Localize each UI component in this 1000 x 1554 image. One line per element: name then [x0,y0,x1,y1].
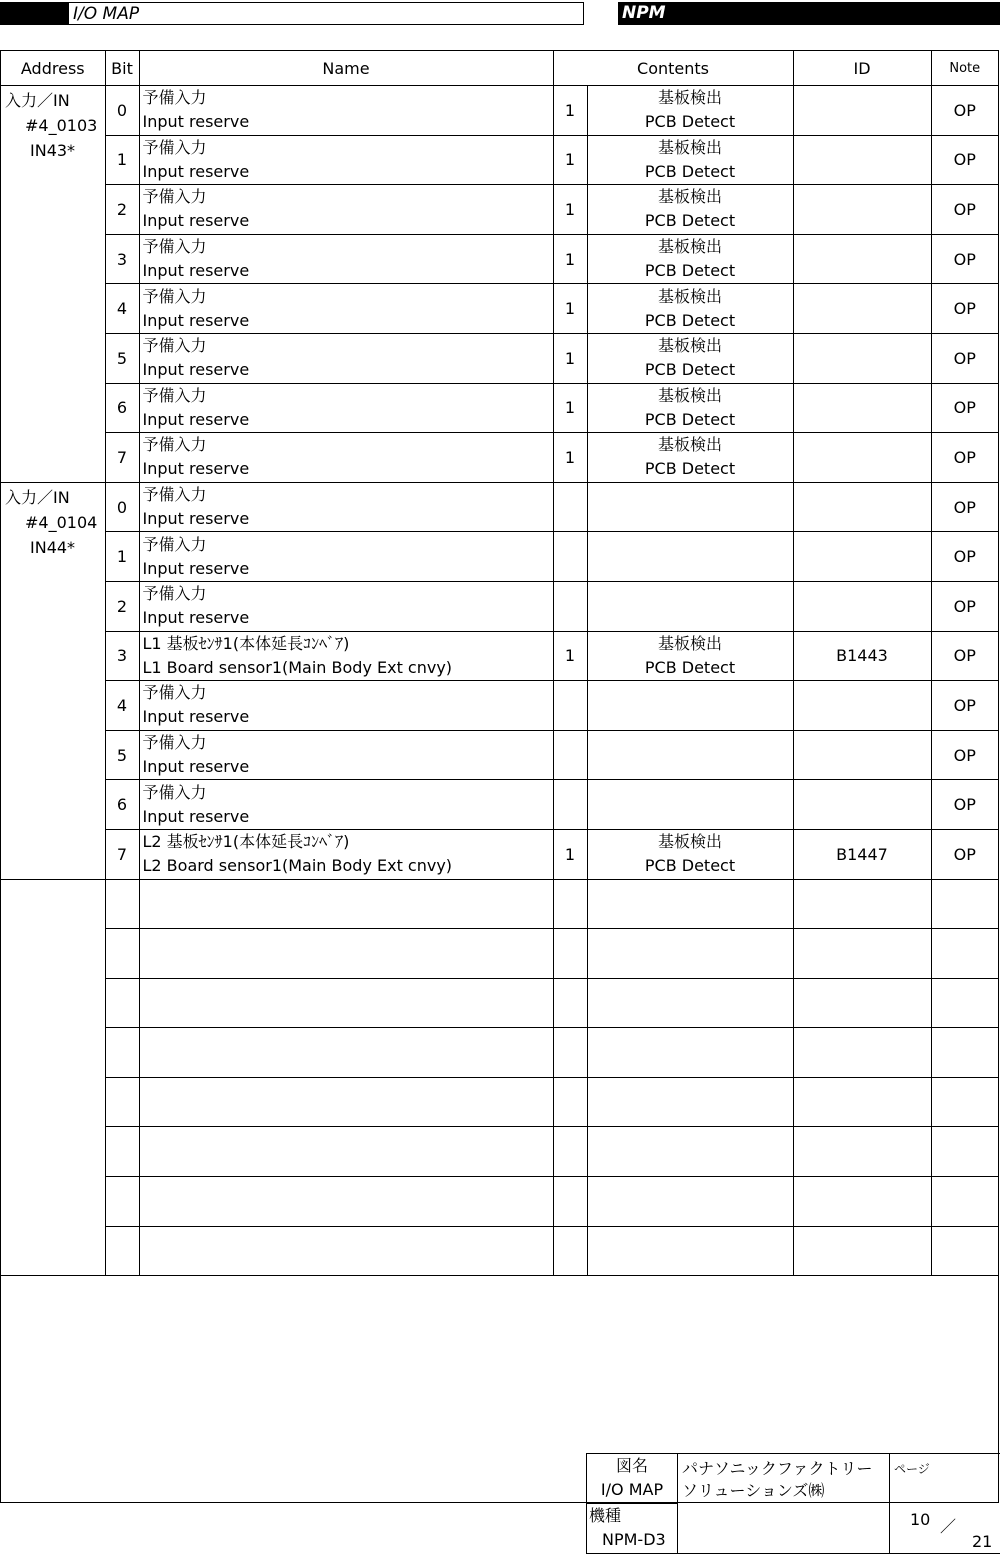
table-row [1,978,998,1028]
note-cell: OP [931,86,998,136]
table-row [1,1177,998,1227]
contents-jp: 基板検出 [588,632,793,656]
note-cell: OP [931,829,998,879]
bit-cell [105,879,139,929]
name-jp: 予備入力 [143,533,553,557]
note-cell: OP [931,433,998,483]
id-cell [793,1028,931,1078]
contents-count-cell [553,929,587,979]
name-cell [139,532,553,582]
address-line: IN43* [5,138,105,163]
table-row [1,86,998,136]
contents-cell [587,780,793,830]
contents-jp: 基板検出 [588,86,793,110]
contents-cell [587,829,793,879]
address-line: IN44* [5,535,105,560]
name-cell [139,978,553,1028]
name-cell [139,433,553,483]
id-cell [793,234,931,284]
bit-cell: 3 [105,234,139,284]
contents-jp: 基板検出 [588,384,793,408]
name-en: Input reserve [143,110,553,134]
company-name-line1: パナソニックファクトリー [682,1458,889,1480]
note-cell: OP [931,581,998,631]
name-cell [139,1226,553,1276]
name-cell [139,1177,553,1227]
contents-en: PCB Detect [588,408,793,432]
id-cell [793,879,931,929]
contents-jp: 基板検出 [588,285,793,309]
note-cell [931,1028,998,1078]
col-contents-header: Contents [553,51,793,86]
name-jp: 予備入力 [143,483,553,507]
table-row [1,1028,998,1078]
bit-cell: 1 [105,532,139,582]
name-jp: 予備入力 [143,235,553,259]
name-jp: 予備入力 [143,185,553,209]
name-cell [139,86,553,136]
name-cell [139,284,553,334]
id-cell [793,482,931,532]
name-en: Input reserve [143,309,553,333]
name-jp: 予備入力 [143,384,553,408]
contents-cell [587,1077,793,1127]
address-line: 入力／IN [5,485,105,510]
note-cell: OP [931,532,998,582]
name-en: Input reserve [143,606,553,630]
table-row [1,581,998,631]
contents-cell [587,978,793,1028]
contents-count-cell: 1 [553,86,587,136]
address-line: 入力／IN [5,88,105,113]
col-bit-header: Bit [105,51,139,86]
contents-cell [587,1028,793,1078]
table-row [1,433,998,483]
drawing-name-cell [587,1454,678,1504]
contents-cell [587,185,793,235]
contents-count-cell [553,482,587,532]
table-row [1,284,998,334]
model-value: NPM-D3 [587,1528,677,1552]
table-header-row [1,51,998,86]
name-jp: 予備入力 [143,582,553,606]
id-cell: B1443 [793,631,931,681]
name-en: Input reserve [143,408,553,432]
bit-cell: 7 [105,433,139,483]
bit-cell: 6 [105,780,139,830]
table-row [1,631,998,681]
contents-cell [587,581,793,631]
bit-cell [105,1177,139,1227]
id-cell [793,681,931,731]
name-cell [139,581,553,631]
contents-cell [587,333,793,383]
contents-cell [587,433,793,483]
name-cell [139,829,553,879]
page-label: ページ [890,1454,930,1480]
contents-count-cell: 1 [553,185,587,235]
table-row [1,730,998,780]
note-cell: OP [931,730,998,780]
id-cell: B1447 [793,829,931,879]
header-left-bar [0,2,68,25]
name-jp: 予備入力 [143,136,553,160]
contents-cell [587,86,793,136]
name-en: Input reserve [143,507,553,531]
contents-en: PCB Detect [588,160,793,184]
name-cell [139,929,553,979]
contents-count-cell: 1 [553,433,587,483]
name-en: Input reserve [143,259,553,283]
name-en: L2 Board sensor1(Main Body Ext cnvy) [143,854,553,878]
contents-cell [587,284,793,334]
id-cell [793,730,931,780]
name-cell [139,730,553,780]
table-row [1,532,998,582]
contents-count-cell: 1 [553,383,587,433]
name-en: Input reserve [143,209,553,233]
contents-cell [587,234,793,284]
name-en: Input reserve [143,557,553,581]
address-cell [1,879,105,1276]
contents-en: PCB Detect [588,309,793,333]
contents-cell [587,730,793,780]
id-cell [793,532,931,582]
contents-cell [587,1226,793,1276]
bit-cell: 2 [105,581,139,631]
table-row [1,1077,998,1127]
table-row [1,234,998,284]
table-row [1,482,998,532]
note-cell [931,879,998,929]
address-cell [1,86,105,483]
contents-jp: 基板検出 [588,235,793,259]
name-cell [139,879,553,929]
contents-count-cell: 1 [553,631,587,681]
table-row [1,829,998,879]
bit-cell [105,1226,139,1276]
id-cell [793,135,931,185]
bit-cell: 4 [105,681,139,731]
table-row [1,383,998,433]
contents-en: PCB Detect [588,110,793,134]
id-cell [793,1127,931,1177]
io-map-table [1,51,998,1276]
contents-cell [587,383,793,433]
note-cell: OP [931,383,998,433]
contents-count-cell [553,581,587,631]
name-jp: L2 基板ｾﾝｻ1(本体延長ｺﾝﾍﾞｱ) [143,830,553,854]
contents-count-cell [553,780,587,830]
col-name-header: Name [139,51,553,86]
contents-jp: 基板検出 [588,334,793,358]
model-cell [587,1504,678,1554]
bit-cell: 5 [105,730,139,780]
id-cell [793,333,931,383]
contents-count-cell: 1 [553,284,587,334]
name-cell [139,482,553,532]
contents-count-cell [553,681,587,731]
contents-cell [587,631,793,681]
id-cell [793,284,931,334]
contents-count-cell [553,1127,587,1177]
bit-cell: 3 [105,631,139,681]
name-cell [139,681,553,731]
contents-cell [587,681,793,731]
contents-count-cell: 1 [553,234,587,284]
name-jp: 予備入力 [143,285,553,309]
table-row [1,681,998,731]
id-cell [793,929,931,979]
name-jp: 予備入力 [143,681,553,705]
contents-cell [587,929,793,979]
bit-cell: 6 [105,383,139,433]
contents-jp: 基板検出 [588,433,793,457]
note-cell: OP [931,333,998,383]
name-cell [139,383,553,433]
io-map-sheet [0,50,999,1503]
note-cell: OP [931,234,998,284]
bit-cell [105,1127,139,1177]
table-row [1,780,998,830]
page-total: 21 [972,1532,992,1551]
name-jp: 予備入力 [143,86,553,110]
model-label: 機種 [587,1504,677,1528]
table-row [1,333,998,383]
contents-count-cell: 1 [553,333,587,383]
note-cell [931,929,998,979]
name-jp: 予備入力 [143,433,553,457]
name-en: Input reserve [143,358,553,382]
name-cell [139,780,553,830]
contents-en: PCB Detect [588,209,793,233]
note-cell: OP [931,681,998,731]
note-cell [931,1226,998,1276]
id-cell [793,1177,931,1227]
name-en: L1 Board sensor1(Main Body Ext cnvy) [143,656,553,680]
contents-count-cell [553,978,587,1028]
contents-cell [587,532,793,582]
note-cell: OP [931,284,998,334]
contents-jp: 基板検出 [588,830,793,854]
id-cell [793,581,931,631]
name-cell [139,185,553,235]
address-cell [1,482,105,879]
table-row [1,929,998,979]
col-id-header: ID [793,51,931,86]
name-cell [139,1028,553,1078]
name-en: Input reserve [143,457,553,481]
contents-jp: 基板検出 [588,185,793,209]
table-row [1,185,998,235]
name-jp: 予備入力 [143,781,553,805]
name-cell [139,234,553,284]
id-cell [793,383,931,433]
note-cell: OP [931,631,998,681]
contents-cell [587,482,793,532]
bit-cell: 0 [105,482,139,532]
company-name-line2: ソリューションズ㈱ [682,1480,889,1502]
table-row [1,1127,998,1177]
table-row [1,1226,998,1276]
contents-count-cell [553,730,587,780]
note-cell: OP [931,185,998,235]
contents-jp: 基板検出 [588,136,793,160]
bit-cell: 1 [105,135,139,185]
contents-count-cell: 1 [553,135,587,185]
name-cell [139,631,553,681]
name-cell [139,1127,553,1177]
contents-count-cell [553,1077,587,1127]
note-cell [931,1077,998,1127]
note-cell [931,978,998,1028]
note-cell: OP [931,135,998,185]
name-jp: 予備入力 [143,731,553,755]
contents-cell [587,135,793,185]
contents-en: PCB Detect [588,457,793,481]
contents-en: PCB Detect [588,358,793,382]
bit-cell [105,929,139,979]
name-jp: 予備入力 [143,334,553,358]
bit-cell [105,978,139,1028]
id-cell [793,1077,931,1127]
contents-count-cell [553,532,587,582]
contents-en: PCB Detect [588,656,793,680]
page-separator: ／ [940,1514,956,1537]
contents-cell [587,1127,793,1177]
name-en: Input reserve [143,805,553,829]
contents-cell [587,879,793,929]
contents-en: PCB Detect [588,854,793,878]
contents-en: PCB Detect [588,259,793,283]
col-note-header: Note [931,51,998,86]
name-cell [139,333,553,383]
name-jp: L1 基板ｾﾝｻ1(本体延長ｺﾝﾍﾞｱ) [143,632,553,656]
col-address-header: Address [1,51,105,86]
address-line: #4_0104 [5,510,105,535]
header-machine-title: NPM [618,2,1000,25]
note-cell: OP [931,780,998,830]
name-en: Input reserve [143,755,553,779]
table-row [1,135,998,185]
id-cell [793,185,931,235]
contents-count-cell [553,1226,587,1276]
contents-count-cell [553,1028,587,1078]
table-row [1,879,998,929]
name-en: Input reserve [143,705,553,729]
note-cell: OP [931,482,998,532]
id-cell [793,1226,931,1276]
contents-cell [587,1177,793,1227]
note-cell [931,1127,998,1177]
contents-count-cell [553,1177,587,1227]
drawing-name-value: I/O MAP [587,1478,677,1502]
bit-cell: 7 [105,829,139,879]
address-line: #4_0103 [5,113,105,138]
note-cell [931,1177,998,1227]
drawing-name-label: 図名 [587,1454,677,1478]
bit-cell: 0 [105,86,139,136]
name-en: Input reserve [143,160,553,184]
id-cell [793,780,931,830]
bit-cell [105,1077,139,1127]
contents-count-cell [553,879,587,929]
bit-cell: 4 [105,284,139,334]
contents-count-cell: 1 [553,829,587,879]
name-cell [139,1077,553,1127]
bit-cell: 2 [105,185,139,235]
bit-cell [105,1028,139,1078]
id-cell [793,86,931,136]
page-current: 10 [910,1510,930,1529]
id-cell [793,433,931,483]
header-document-title: I/O MAP [68,2,584,25]
id-cell [793,978,931,1028]
bit-cell: 5 [105,333,139,383]
name-cell [139,135,553,185]
